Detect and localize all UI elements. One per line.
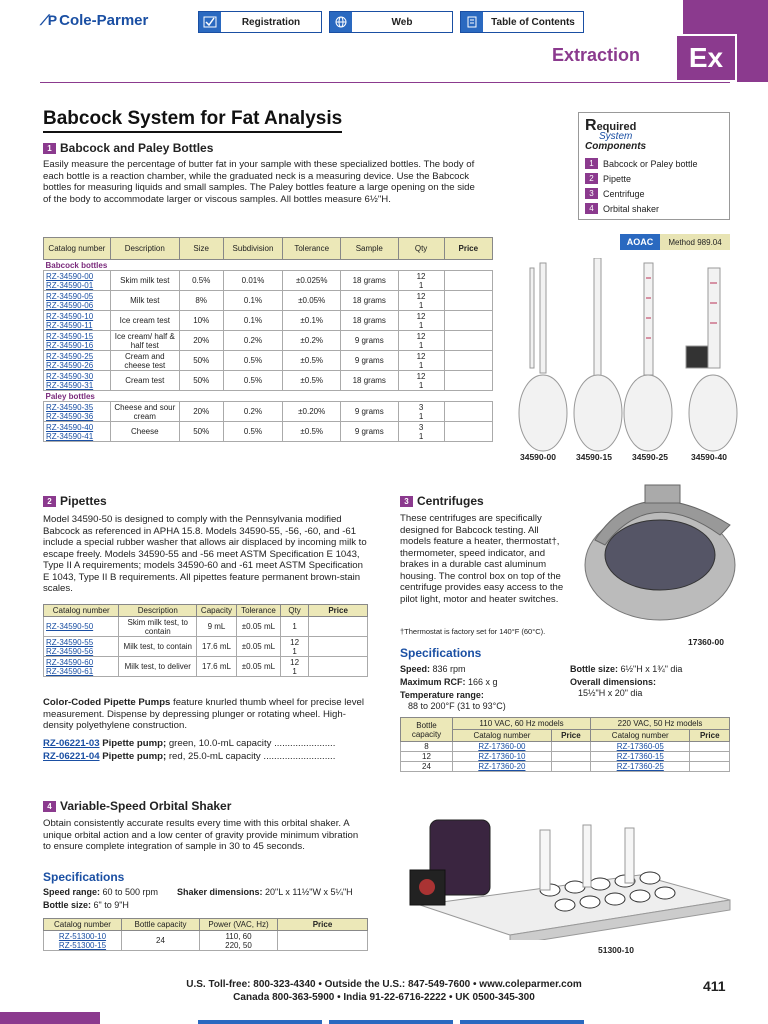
aoac-badge: AOAC Method 989.04 bbox=[620, 234, 730, 250]
group-label: Paley bottles bbox=[44, 391, 493, 402]
catalog-link[interactable]: RZ-34590-01 bbox=[46, 280, 94, 290]
list-item: 4 Orbital shaker bbox=[585, 203, 723, 214]
thermostat-note: †Thermostat is factory set for 140°F (60°C). bbox=[400, 627, 546, 636]
list-item: 1 Babcock or Paley bottle bbox=[585, 158, 723, 169]
catalog-link[interactable]: RZ-34590-41 bbox=[46, 431, 94, 441]
registration-button[interactable]: Registration bbox=[198, 11, 322, 33]
catalog-link[interactable]: RZ-34590-05 bbox=[46, 291, 94, 301]
paley-bottle bbox=[686, 268, 737, 451]
catalog-link[interactable]: RZ-17360-20 bbox=[453, 762, 552, 772]
table-row: 24 RZ-17360-20 RZ-17360-25 bbox=[401, 762, 730, 772]
tab-side bbox=[737, 34, 768, 82]
bottle-caption: 34590-15 bbox=[576, 452, 612, 462]
catalog-link[interactable]: RZ-34590-15 bbox=[46, 331, 94, 341]
centrifuge-image bbox=[580, 480, 740, 635]
centrifuge-caption: 17360-00 bbox=[688, 637, 724, 647]
section-number-badge: 3 bbox=[400, 496, 413, 507]
catalog-link[interactable]: RZ-34590-60 bbox=[46, 657, 94, 667]
list-item: 2 Pipette bbox=[585, 173, 723, 184]
catalog-link[interactable]: RZ-17360-15 bbox=[591, 752, 690, 762]
pump-catalog-link[interactable]: RZ-06221-03 bbox=[43, 738, 100, 749]
list-item: 3 Centrifuge bbox=[585, 188, 723, 199]
catalog-link[interactable]: RZ-34590-36 bbox=[46, 411, 94, 421]
logo-mark-icon: ⟋P bbox=[40, 12, 56, 28]
section-number-badge: 2 bbox=[43, 496, 56, 507]
page-title: Babcock System for Fat Analysis bbox=[43, 108, 342, 133]
catalog-link[interactable]: RZ-34590-16 bbox=[46, 340, 94, 350]
catalog-link[interactable]: RZ-34590-00 bbox=[46, 271, 94, 281]
section-2-heading: 2 Pipettes bbox=[43, 494, 107, 508]
catalog-link[interactable]: RZ-34590-40 bbox=[46, 422, 94, 432]
footer-accent-bar bbox=[0, 1012, 100, 1024]
section-number-badge: 4 bbox=[43, 801, 56, 812]
page-number: 411 bbox=[703, 978, 726, 994]
checkbox-icon bbox=[199, 12, 221, 32]
babcock-bottle-1 bbox=[519, 263, 567, 451]
bottle-caption: 34590-40 bbox=[691, 452, 727, 462]
section-title: Extraction bbox=[552, 45, 641, 65]
pump-item: RZ-06221-03 Pipette pump; green, 10.0-mL capacity ....................... bbox=[43, 738, 336, 749]
centrifuge-specs-right: Bottle size: 6½"H x 1¾" dia Overall dimensions: 15½"H x 20" dia bbox=[570, 664, 683, 698]
section-3-heading: 3 Centrifuges bbox=[400, 494, 484, 508]
catalog-link[interactable]: RZ-34590-31 bbox=[46, 380, 94, 390]
table-row: RZ-34590-05 RZ-34590-06 Milk test 8% 0.1% ±0.05% 18 grams 12 1 bbox=[44, 291, 493, 311]
bottle-caption: 34590-25 bbox=[632, 452, 668, 462]
catalog-link[interactable]: RZ-34590-55 bbox=[46, 637, 94, 647]
section-3-body: These centrifuges are specifically designed for Babcock testing. All models feature a heater, thermostat†, thermometer, speed indicator, and brakes in a durable cast aluminum housing. The control box on top of the centrifuge provides easy access to the pilot light, motor and heater switches. bbox=[400, 513, 564, 605]
pipette-pumps-description: Color-Coded Pipette Pumps feature knurled thumb wheel for precise level measurement. Dispense by depressing plunger or rotating wheel. High-density polyethylene construction. bbox=[43, 697, 364, 731]
document-icon bbox=[461, 12, 483, 32]
table-row: RZ-51300-10 RZ-51300-15 24 110, 60 220, 50 bbox=[44, 931, 368, 951]
shaker-caption: 51300-10 bbox=[598, 945, 634, 955]
shaker-dimensions-spec: Shaker dimensions: 20"L x 11½"W x 5¼"H bbox=[177, 887, 353, 897]
catalog-link[interactable]: RZ-17360-10 bbox=[453, 752, 552, 762]
footer-contact-us: U.S. Toll-free: 800-323-4340 • Outside the U.S.: 847-549-7600 • www.coleparmer.com bbox=[186, 979, 582, 990]
catalog-link[interactable]: RZ-17360-05 bbox=[591, 742, 690, 752]
catalog-link[interactable]: RZ-51300-10 bbox=[58, 931, 107, 941]
catalog-link[interactable]: RZ-17360-00 bbox=[453, 742, 552, 752]
footer-contact-intl: Canada 800-363-5900 • India 91-22-6716-2222 • UK 0500-345-300 bbox=[233, 992, 535, 1003]
bottle-table: Catalog number Description Size Subdivision Tolerance Sample Qty Price Babcock bottles RZ-34590-00 RZ-34590-01 Skim milk test 0.5% 0.01% ±0.025% 18 grams 12 1 RZ-34590-05 RZ-34590-06 Milk test 8% 0.1% ±0.05% 18 grams 12 1 RZ-34590-10 RZ-34590-11 Ice cream test 10% 0.1% ±0.1% 18 grams 12 1 RZ-34590-15 RZ-34590-16 Ice cream/ half & half test 20% 0.2% ±0.2% 9 grams 12 1 RZ-34590-25 RZ-34590-26 Cream and cheese test 50% 0.5% ±0.5% 9 grams 12 1 RZ-34590-30 RZ-34590-31 Cream test 50% 0.5% ±0.5% 18 grams 12 1 Paley bottles RZ-34590-35 RZ-34590-36 Cheese and sour cream 20% 0.2% ±0.20% 9 grams 3 1 RZ-34590-40 RZ-34590-41 Cheese 50% 0.5% ±0.5% 9 grams 3 1 bbox=[43, 237, 493, 442]
table-row: RZ-34590-00 RZ-34590-01 Skim milk test 0.5% 0.01% ±0.025% 18 grams 12 1 bbox=[44, 271, 493, 291]
table-row: RZ-34590-35 RZ-34590-36 Cheese and sour cream 20% 0.2% ±0.20% 9 grams 3 1 bbox=[44, 402, 493, 422]
footer-nav-tab[interactable] bbox=[460, 1020, 584, 1024]
babcock-bottle-3 bbox=[624, 263, 672, 451]
section-4-heading: 4 Variable-Speed Orbital Shaker bbox=[43, 799, 231, 813]
table-of-contents-button[interactable]: Table of Contents bbox=[460, 11, 584, 33]
orbital-shaker-image bbox=[400, 810, 745, 940]
catalog-link[interactable]: RZ-34590-25 bbox=[46, 351, 94, 361]
catalog-link[interactable]: RZ-51300-15 bbox=[58, 940, 107, 950]
section-tab[interactable]: Ex bbox=[675, 34, 737, 82]
section-4-body: Obtain consistently accurate results every time with this orbital shaker. A unique orbital action and a low center of gravity provide minimum vibration to ensure complete integration of sample in 30 to 45 seconds. bbox=[43, 818, 359, 852]
web-button[interactable]: Web bbox=[329, 11, 453, 33]
shaker-table: Catalog number Bottle capacity Power (VAC, Hz) Price RZ-51300-10 RZ-51300-15 24 110, 60 220, 50 bbox=[43, 918, 368, 951]
footer-nav-tab[interactable] bbox=[329, 1020, 453, 1024]
required-components-box: Required System Components 1 Babcock or Paley bottle 2 Pipette 3 Centrifuge 4 Orbital shaker bbox=[578, 112, 730, 220]
section-number-badge: 1 bbox=[43, 143, 56, 154]
bottle-caption: 34590-00 bbox=[520, 452, 556, 462]
table-row: RZ-34590-25 RZ-34590-26 Cream and cheese test 50% 0.5% ±0.5% 9 grams 12 1 bbox=[44, 351, 493, 371]
section-1-body: Easily measure the percentage of butter fat in your sample with these specialized bottles. The body of each bottle is a reaction chamber, while the graduated neck is a measuring device. Use the Babcock bottles for measuring liquids and small samples. The Paley bottles feature a large opening on the side of the body to accommodate larger or viscous samples. All bottles measure 6½"H. bbox=[43, 159, 475, 205]
table-row: 8 RZ-17360-00 RZ-17360-05 bbox=[401, 742, 730, 752]
shaker-speed-spec: Speed range: 60 to 500 rpm bbox=[43, 887, 159, 897]
pump-catalog-link[interactable]: RZ-06221-04 bbox=[43, 751, 100, 762]
table-row: RZ-34590-15 RZ-34590-16 Ice cream/ half & half test 20% 0.2% ±0.2% 9 grams 12 1 bbox=[44, 331, 493, 351]
centrifuge-table: Bottle capacity 110 VAC, 60 Hz models 220 VAC, 50 Hz models Catalog number Price Catalog number Price 8 RZ-17360-00 RZ-17360-05 12 RZ-17360-10 RZ-17360-15 24 RZ-17360-20 RZ-17360-25 bbox=[400, 717, 730, 772]
cole-parmer-logo[interactable]: ⟋P Cole-Parmer bbox=[40, 12, 149, 29]
table-row: RZ-34590-55 RZ-34590-56 Milk test, to contain 17.6 mL ±0.05 mL 12 1 bbox=[44, 637, 368, 657]
catalog-link[interactable]: RZ-34590-35 bbox=[46, 402, 94, 412]
group-label: Babcock bottles bbox=[44, 260, 493, 271]
catalog-link[interactable]: RZ-34590-10 bbox=[46, 311, 94, 321]
section-1-heading: 1 Babcock and Paley Bottles bbox=[43, 141, 213, 155]
footer-nav-tab[interactable] bbox=[198, 1020, 322, 1024]
catalog-link[interactable]: RZ-34590-26 bbox=[46, 360, 94, 370]
header-accent-bar bbox=[683, 0, 768, 34]
table-row: RZ-34590-40 RZ-34590-41 Cheese 50% 0.5% ±0.5% 9 grams 3 1 bbox=[44, 422, 493, 442]
shaker-spec-heading: Specifications bbox=[43, 870, 125, 884]
centrifuge-spec-heading: Specifications bbox=[400, 646, 482, 660]
centrifuge-specs-left: Speed: 836 rpm Maximum RCF: 166 x g Temperature range: 88 to 200°F (31 to 93°C) bbox=[400, 664, 506, 711]
catalog-link[interactable]: RZ-34590-30 bbox=[46, 371, 94, 381]
pipette-table: Catalog number Description Capacity Tolerance Qty Price RZ-34590-50 Skim milk test, to contain 9 mL ±0.05 mL 1 RZ-34590-55 RZ-34590-56 Milk test, to contain 17.6 mL ±0.05 mL 12 1 RZ-34590-60 RZ-34590-61 Milk test, to deliver 17.6 mL ±0.05 mL 12 1 bbox=[43, 604, 368, 677]
catalog-link[interactable]: RZ-34590-56 bbox=[46, 646, 94, 656]
catalog-link[interactable]: RZ-34590-06 bbox=[46, 300, 94, 310]
table-row: RZ-34590-30 RZ-34590-31 Cream test 50% 0.5% ±0.5% 18 grams 12 1 bbox=[44, 371, 493, 391]
table-row: RZ-34590-10 RZ-34590-11 Ice cream test 10% 0.1% ±0.1% 18 grams 12 1 bbox=[44, 311, 493, 331]
header-divider bbox=[40, 82, 730, 83]
table-row: RZ-34590-50 Skim milk test, to contain 9 mL ±0.05 mL 1 bbox=[44, 617, 368, 637]
catalog-link[interactable]: RZ-34590-50 bbox=[46, 622, 94, 631]
catalog-link[interactable]: RZ-17360-25 bbox=[591, 762, 690, 772]
section-2-body: Model 34590-50 is designed to comply with the Pennsylvania modified Babcock as referenced in APHA 15.8. Models 34590-55, -56, -60, and -61 include a special rubber washer that allows air displaced by incoming milk to escape freely. Models 34590-55 and -56 meet ASTM Specification E 1043, Type II A requirements; models 34590-60 and -61 meet ASTM Specification E 1043, Type II B requirements. All pipettes feature permanent brown-stain scales. bbox=[43, 514, 367, 594]
globe-icon bbox=[330, 12, 352, 32]
babcock-bottle-2 bbox=[574, 258, 622, 451]
bottles-image bbox=[510, 258, 750, 458]
pump-item: RZ-06221-04 Pipette pump; red, 25.0-mL capacity ........................... bbox=[43, 751, 336, 762]
catalog-link[interactable]: RZ-34590-11 bbox=[46, 320, 93, 330]
table-row: RZ-34590-60 RZ-34590-61 Milk test, to deliver 17.6 mL ±0.05 mL 12 1 bbox=[44, 657, 368, 677]
shaker-bottle-spec: Bottle size: 6" to 9"H bbox=[43, 900, 129, 910]
table-row: 12 RZ-17360-10 RZ-17360-15 bbox=[401, 752, 730, 762]
required-components-list bbox=[585, 158, 723, 214]
catalog-link[interactable]: RZ-34590-61 bbox=[46, 666, 94, 676]
